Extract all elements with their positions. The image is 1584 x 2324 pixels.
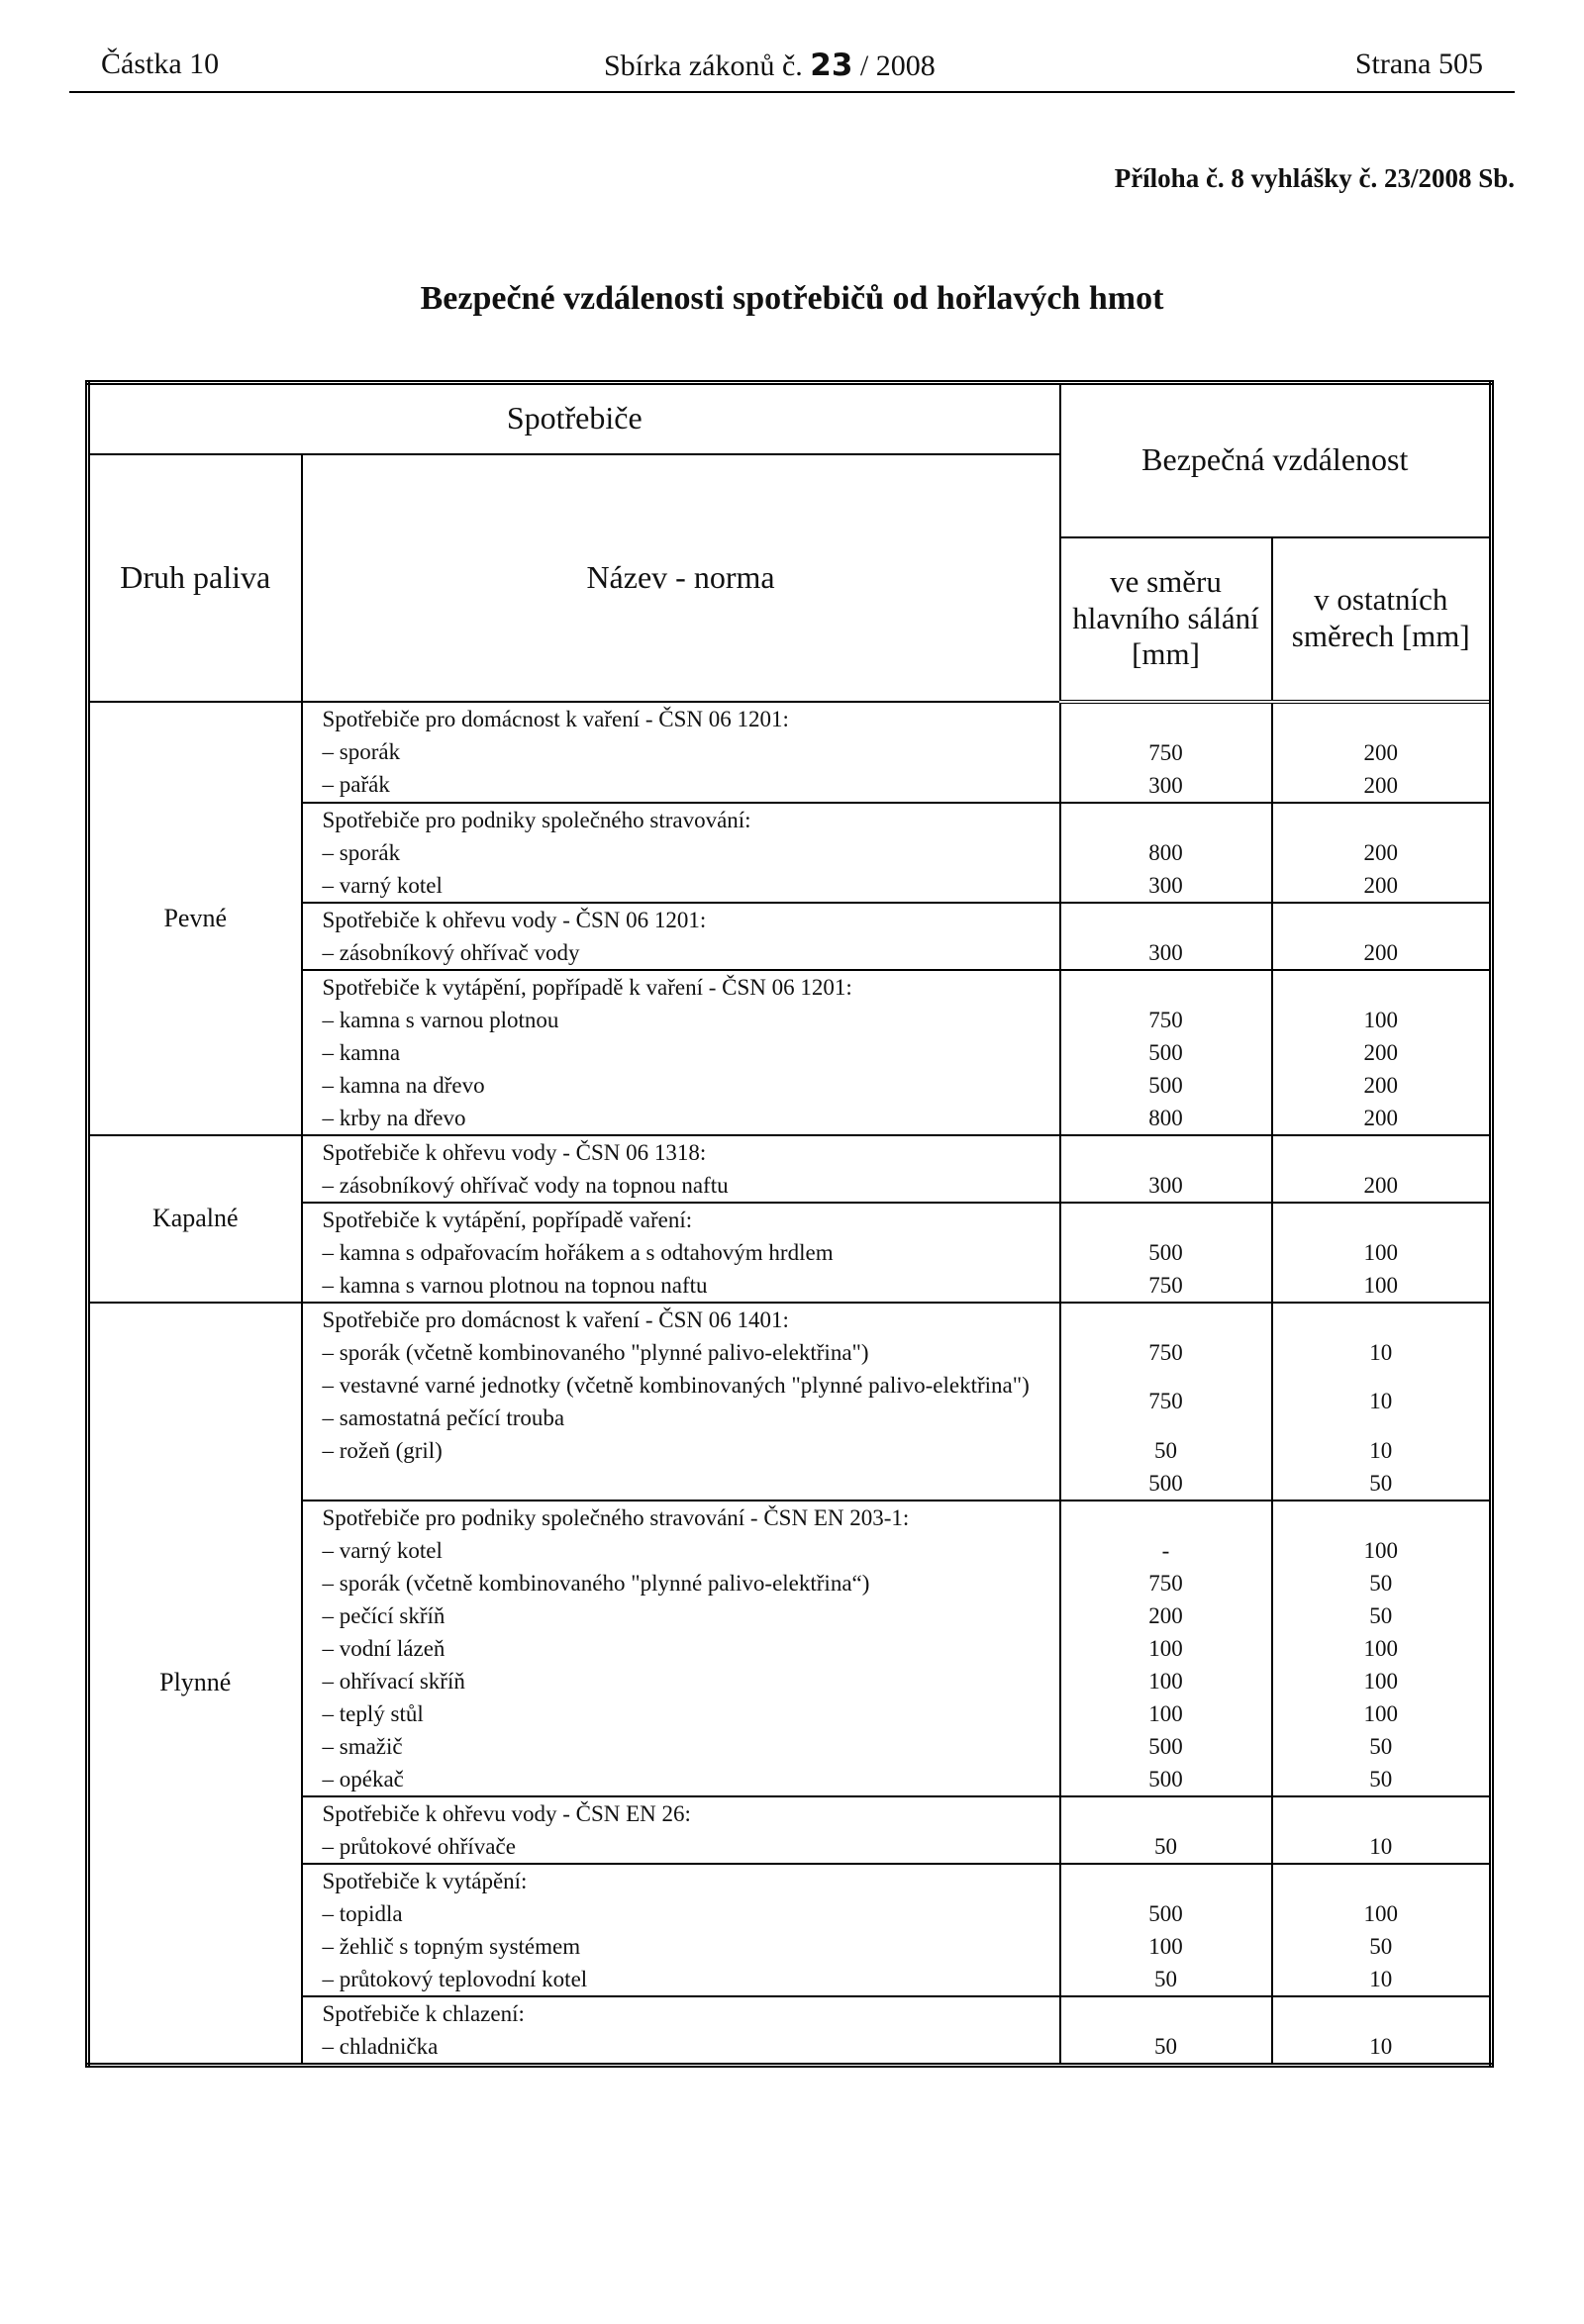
header-collection-number: 23: [810, 48, 853, 83]
appliance-group-cell: [302, 970, 1060, 1135]
annex-label: Příloha č. 8 vyhlášky č. 23/2008 Sb.: [1114, 163, 1515, 193]
appliance-item: – chladnička: [322, 2033, 439, 2059]
distance-main-value: 300: [1148, 772, 1183, 798]
appliance-item: – sporák: [322, 738, 401, 764]
group-title: Spotřebiče k ohřevu vody - ČSN EN 26:: [322, 1800, 691, 1826]
other-directions-cell: [1272, 1203, 1492, 1303]
appliance-item: – pařák: [322, 771, 390, 797]
group-title: Spotřebiče pro podniky společného stravování - ČSN EN 203-1:: [322, 1504, 910, 1530]
distance-main-value: 100: [1148, 1933, 1183, 1959]
group-title: Spotřebiče k vytápění, popřípadě vaření:: [322, 1207, 693, 1232]
fuel-type-cell: Plynné: [88, 1303, 302, 2066]
distance-other-value: 10: [1369, 1966, 1393, 1991]
header-rule: [69, 91, 1515, 93]
header-collection-prefix: Sbírka zákonů č.: [604, 49, 803, 82]
distance-main-value: 750: [1148, 1388, 1183, 1413]
header-appliances: Spotřebiče: [88, 383, 1060, 454]
distance-main-value: 500: [1148, 1072, 1183, 1098]
appliance-item: – vodní lázeň: [322, 1635, 446, 1661]
distance-main-value: 100: [1148, 1668, 1183, 1694]
main-direction-cell: [1060, 803, 1272, 903]
group-title: Spotřebiče k vytápění, popřípadě k vaření - ČSN 06 1201:: [322, 974, 852, 1000]
distance-main-value: 50: [1154, 1437, 1177, 1463]
main-direction-cell: [1060, 1203, 1272, 1303]
distance-main-value: 100: [1148, 1635, 1183, 1661]
header-part: Částka 10: [101, 48, 220, 80]
distance-other-value: 10: [1369, 2033, 1393, 2059]
group-row: [88, 702, 1492, 803]
main-direction-cell: [1060, 702, 1272, 803]
appliance-group-cell: [302, 903, 1060, 970]
other-directions-cell: [1272, 702, 1492, 803]
distance-other-value: 200: [1363, 1039, 1398, 1065]
appliance-item: – varný kotel: [322, 872, 443, 898]
distance-other-value: 10: [1369, 1339, 1393, 1365]
appliance-item: – ohřívací skříň: [322, 1668, 465, 1694]
distance-other-value: 100: [1363, 1007, 1398, 1032]
appliance-item: – samostatná pečící trouba: [322, 1404, 565, 1430]
group-title: Spotřebiče k ohřevu vody - ČSN 06 1201:: [322, 907, 707, 932]
distance-main-value: 500: [1148, 1766, 1183, 1791]
distance-other-value: 10: [1369, 1437, 1393, 1463]
group-row: [88, 1303, 1492, 1501]
distance-main-value: 500: [1148, 1039, 1183, 1065]
appliance-group-cell: [302, 1501, 1060, 1796]
distance-main-value: 800: [1148, 839, 1183, 865]
distance-main-value: 300: [1148, 939, 1183, 965]
distance-main-value: 800: [1148, 1105, 1183, 1130]
main-direction-cell: [1060, 970, 1272, 1135]
main-direction-cell: [1060, 1796, 1272, 1864]
appliance-item: – sporák (včetně kombinovaného "plynné palivo-elektřina"): [322, 1339, 869, 1365]
header-other-directions: v ostatních směrech [mm]: [1272, 537, 1492, 702]
distance-other-value: 100: [1363, 1635, 1398, 1661]
distance-other-value: 200: [1363, 872, 1398, 898]
other-directions-cell: [1272, 1864, 1492, 1996]
distance-other-value: 100: [1363, 1537, 1398, 1563]
distance-main-value: 500: [1148, 1239, 1183, 1265]
distance-other-value: 200: [1363, 839, 1398, 865]
appliance-item: – varný kotel: [322, 1537, 443, 1563]
distance-main-value: 750: [1148, 739, 1183, 765]
distance-other-value: 50: [1369, 1933, 1393, 1959]
distance-other-value: 10: [1369, 1388, 1393, 1413]
appliance-item: – kamna s varnou plotnou na topnou naftu: [322, 1272, 708, 1298]
distance-main-value: 750: [1148, 1272, 1183, 1298]
appliance-item: – topidla: [322, 1900, 403, 1926]
appliance-item: – kamna s varnou plotnou: [322, 1007, 559, 1032]
distance-main-value: 300: [1148, 872, 1183, 898]
distance-main-value: 500: [1148, 1900, 1183, 1926]
appliance-item: – pečící skříň: [322, 1602, 446, 1628]
appliance-item: – kamna: [322, 1039, 401, 1065]
distance-other-value: 200: [1363, 1105, 1398, 1130]
other-directions-cell: [1272, 970, 1492, 1135]
appliance-item: – krby na dřevo: [322, 1105, 466, 1130]
fuel-type-cell: Pevné: [88, 702, 302, 1135]
other-directions-cell: [1272, 1303, 1492, 1501]
distance-other-value: 100: [1363, 1700, 1398, 1726]
distance-other-value: 200: [1363, 739, 1398, 765]
appliance-item: – vestavné varné jednotky (včetně kombinovaných "plynné palivo-elektřina"): [322, 1372, 1030, 1398]
appliance-item: – zásobníkový ohřívač vody na topnou naftu: [322, 1172, 729, 1198]
header-collection-suffix: / 2008: [859, 49, 936, 82]
group-title: Spotřebiče k chlazení:: [322, 2000, 525, 2026]
appliance-item: – teplý stůl: [322, 1700, 424, 1726]
group-row: [88, 1135, 1492, 1203]
appliance-item: – rožeň (gril): [322, 1437, 443, 1463]
distance-other-value: 200: [1363, 1172, 1398, 1198]
distance-other-value: 100: [1363, 1900, 1398, 1926]
other-directions-cell: [1272, 1501, 1492, 1796]
appliance-group-cell: [302, 1796, 1060, 1864]
other-directions-cell: [1272, 903, 1492, 970]
appliance-item: – sporák: [322, 839, 401, 865]
main-direction-cell: [1060, 1303, 1272, 1501]
header-fuel-type: Druh paliva: [88, 454, 302, 702]
main-direction-cell: [1060, 1135, 1272, 1203]
appliance-item: – kamna na dřevo: [322, 1072, 485, 1098]
distance-other-value: 100: [1363, 1668, 1398, 1694]
distance-main-value: 300: [1148, 1172, 1183, 1198]
distance-other-value: 50: [1369, 1602, 1393, 1628]
appliance-item: – průtokový teplovodní kotel: [322, 1966, 588, 1991]
appliance-item: – průtokové ohřívače: [322, 1833, 516, 1859]
distance-other-value: 10: [1369, 1833, 1393, 1859]
appliance-item: – žehlič s topným systémem: [322, 1933, 581, 1959]
other-directions-cell: [1272, 1135, 1492, 1203]
distance-main-value: 500: [1148, 1470, 1183, 1496]
distance-main-value: 750: [1148, 1007, 1183, 1032]
distance-main-value: 50: [1154, 1966, 1177, 1991]
appliance-group-cell: [302, 702, 1060, 803]
distance-other-value: 200: [1363, 1072, 1398, 1098]
main-direction-cell: [1060, 903, 1272, 970]
distance-other-value: 100: [1363, 1239, 1398, 1265]
header-main-direction: ve směru hlavního sálání [mm]: [1060, 537, 1272, 702]
other-directions-cell: [1272, 1796, 1492, 1864]
distance-main-value: 750: [1148, 1339, 1183, 1365]
appliance-item: – opékač: [322, 1766, 404, 1791]
distance-main-value: 100: [1148, 1700, 1183, 1726]
group-title: Spotřebiče pro podniky společného stravování:: [322, 807, 751, 832]
distance-other-value: 200: [1363, 772, 1398, 798]
distance-main-value: -: [1161, 1537, 1170, 1563]
main-direction-cell: [1060, 1864, 1272, 1996]
distance-main-value: 750: [1148, 1570, 1183, 1596]
appliance-group-cell: [302, 803, 1060, 903]
distance-other-value: 50: [1369, 1766, 1393, 1791]
group-title: Spotřebiče pro domácnost k vaření - ČSN 06 1201:: [322, 706, 789, 731]
distance-main-value: 200: [1148, 1602, 1183, 1628]
group-title: Spotřebiče pro domácnost k vaření - ČSN 06 1401:: [322, 1307, 789, 1332]
distance-main-value: 500: [1148, 1733, 1183, 1759]
distance-main-value: 50: [1154, 2033, 1177, 2059]
distance-other-value: 200: [1363, 939, 1398, 965]
header-page: Strana 505: [1354, 48, 1483, 80]
other-directions-cell: [1272, 803, 1492, 903]
appliance-group-cell: [302, 1135, 1060, 1203]
distance-main-value: 50: [1154, 1833, 1177, 1859]
group-title: Spotřebiče k ohřevu vody - ČSN 06 1318:: [322, 1139, 707, 1165]
distance-table: [85, 380, 1494, 2068]
header-safe-distance: Bezpečná vzdálenost: [1060, 383, 1492, 537]
group-title: Spotřebiče k vytápění:: [322, 1868, 528, 1893]
appliance-item: – kamna s odpařovacím hořákem a s odtahovým hrdlem: [322, 1239, 834, 1265]
distance-other-value: 50: [1369, 1470, 1393, 1496]
main-direction-cell: [1060, 1501, 1272, 1796]
main-direction-cell: [1060, 1996, 1272, 2066]
appliance-group-cell: [302, 1203, 1060, 1303]
appliance-group-cell: [302, 1996, 1060, 2066]
appliance-item: – sporák (včetně kombinovaného "plynné palivo-elektřina“): [322, 1570, 870, 1596]
distance-other-value: 50: [1369, 1733, 1393, 1759]
other-directions-cell: [1272, 1996, 1492, 2066]
distance-other-value: 50: [1369, 1570, 1393, 1596]
fuel-type-cell: Kapalné: [88, 1135, 302, 1303]
distance-other-value: 100: [1363, 1272, 1398, 1298]
appliance-item: – zásobníkový ohřívač vody: [322, 939, 580, 965]
page-title: Bezpečné vzdálenosti spotřebičů od hořlavých hmot: [420, 280, 1164, 317]
appliance-group-cell: [302, 1864, 1060, 1996]
appliance-item: – smažič: [322, 1733, 403, 1759]
appliance-group-cell: [302, 1303, 1060, 1501]
header-collection: [604, 48, 936, 83]
header-name-standard: Název - norma: [302, 454, 1060, 702]
